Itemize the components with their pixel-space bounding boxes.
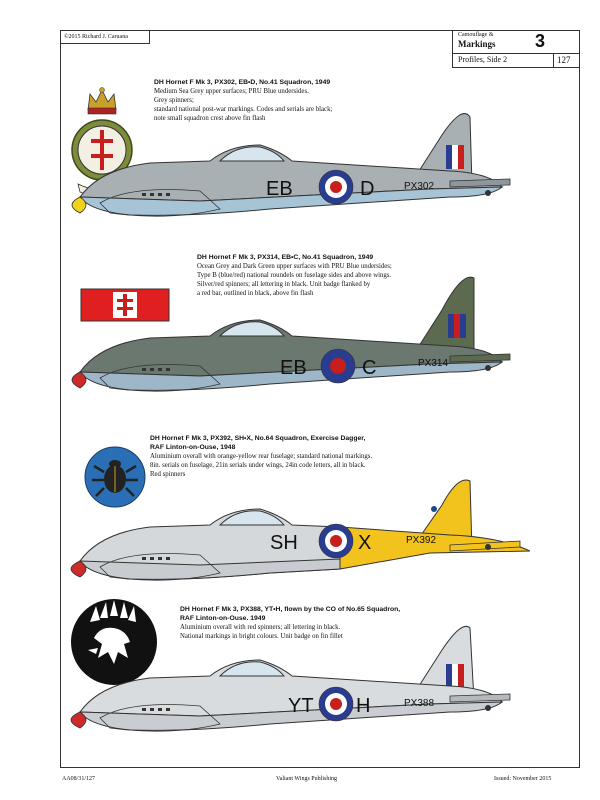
serial-number: PX392 bbox=[406, 535, 437, 546]
category-small-label: Camouflage & bbox=[458, 32, 494, 38]
profile-caption bbox=[150, 434, 372, 479]
profile-title: DH Hornet F Mk 3, PX314, EB•C, No.41 Squadron, 1949 bbox=[197, 254, 374, 261]
profile-desc-line: Grey spinners; bbox=[154, 97, 194, 104]
code-letter-right: D bbox=[360, 178, 375, 200]
serial-number: PX314 bbox=[418, 358, 449, 369]
copyright-notice: ©2015 Richard J. Caruana bbox=[60, 30, 150, 44]
code-letter-right: C bbox=[362, 357, 377, 379]
profile-desc-line: a red bar, outlined in black, above fin flash bbox=[197, 290, 314, 297]
profile-desc-line: 8in. serials on fuselage, 21in serials under wings, 24in code letters, all in black. bbox=[150, 462, 366, 469]
profile-desc-line: Type B (blue/red) national roundels on fuselage sides and above wings. bbox=[197, 272, 392, 279]
profile-desc-line: Red spinners bbox=[150, 471, 186, 478]
aircraft-profile bbox=[70, 475, 530, 605]
code-letter-right: H bbox=[356, 695, 371, 717]
profile-desc-line: Aluminium overall with red spinners; all lettering in black. bbox=[180, 624, 341, 631]
footer-code: AA08/31/127 bbox=[62, 776, 95, 782]
code-letters-left: EB bbox=[266, 178, 293, 200]
section-header bbox=[452, 30, 580, 68]
profile-title: DH Hornet F Mk 3, PX302, EB•D, No.41 Squadron, 1949 bbox=[154, 79, 331, 86]
profile-desc-line: Medium Sea Grey upper surfaces; PRU Blue undersides. bbox=[154, 88, 309, 95]
profile-desc-line: standard national post-war markings. Codes and serials are black; bbox=[154, 106, 333, 113]
category-title: Markings bbox=[458, 39, 496, 49]
profile-desc-line: Silver/red spinners; all lettering in black. Unit badge flanked by bbox=[197, 281, 371, 288]
footer-publisher: Valiant Wings Publishing bbox=[276, 776, 337, 782]
code-letters-left: EB bbox=[280, 357, 307, 379]
serial-number: PX302 bbox=[404, 181, 435, 192]
profile-desc-line: National markings in bright colours. Unit badge on fin fillet bbox=[180, 633, 343, 640]
aircraft-profile bbox=[70, 105, 530, 235]
section-number: 3 bbox=[535, 31, 546, 51]
aircraft-profile bbox=[70, 620, 530, 750]
profile-desc-line: note small squadron crest above fin flash bbox=[154, 115, 266, 122]
subsection-label: Profiles, Side 2 bbox=[458, 55, 508, 64]
code-letters-left: SH bbox=[270, 532, 298, 554]
profile-title: DH Hornet F Mk 3, PX388, YT•H, flown by the CO of No.65 Squadron, bbox=[180, 606, 401, 613]
profile-title-line2: RAF Linton-on-Ouse, 1948 bbox=[150, 444, 236, 451]
page-number: 127 bbox=[557, 55, 571, 65]
code-letter-right: X bbox=[358, 532, 372, 554]
profile-desc-line: Aluminium overall with orange-yellow rear fuselage; standard national markings. bbox=[150, 453, 373, 460]
aircraft-profile bbox=[70, 270, 530, 410]
profile-title: DH Hornet F Mk 3, PX392, SH•X, No.64 Squadron, Exercise Dagger, bbox=[150, 435, 366, 442]
profile-title-line2: RAF Linton-on-Ouse. 1949 bbox=[180, 615, 266, 622]
code-letters-left: YT bbox=[288, 695, 314, 717]
footer-issued: Issued: November 2015 bbox=[494, 776, 552, 782]
serial-number: PX388 bbox=[404, 698, 435, 709]
profile-desc-line: Ocean Grey and Dark Green upper surfaces with PRU Blue undersides; bbox=[197, 263, 392, 270]
